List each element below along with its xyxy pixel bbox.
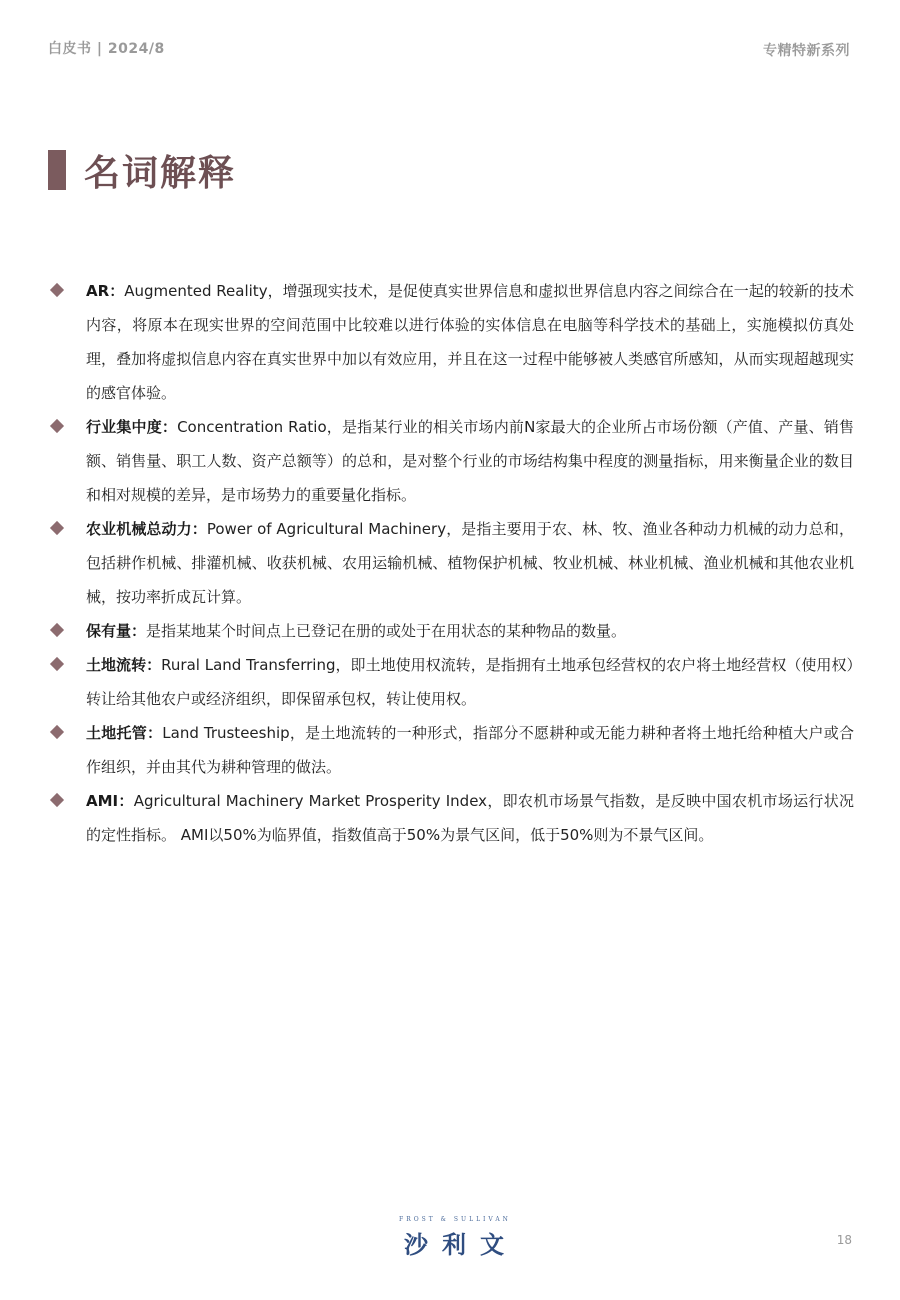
term-definition: Agricultural Machinery Market Prosperity Index，即农机市场景气指数，是反映中国农机市场运行状况的定性指标。 AMI以50%为临界值，指数值高于50%为景气区间，低于50%则为不景气区间。 bbox=[86, 792, 854, 844]
glossary-item bbox=[48, 784, 854, 852]
header-series-name: 专精特新系列 bbox=[763, 43, 850, 59]
term-name: 土地托管： bbox=[86, 724, 163, 742]
term-definition: 是指某地某个时间点上已登记在册的或处于在用状态的某种物品的数量。 bbox=[146, 622, 627, 640]
term-name: 土地流转： bbox=[86, 656, 162, 674]
glossary-item bbox=[48, 512, 854, 614]
term-definition: Land Trusteeship，是土地流转的一种形式，指部分不愿耕种或无能力耕种者将土地托给种植大户或合作组织，并由其代为耕种管理的做法。 bbox=[86, 724, 854, 776]
glossary-list bbox=[48, 274, 854, 852]
header-doc-type-date: 白皮书 | 2024/8 bbox=[48, 41, 165, 57]
term-definition: Augmented Reality，增强现实技术，是促使真实世界信息和虚拟世界信息内容之间综合在一起的较新的技术内容，将原本在现实世界的空间范围中比较难以进行体验的实体信息在电脑等科学技术的基础上，实施模拟仿真处理，叠加将虚拟信息内容在真实世界中加以有效应用，并且在这一过程中能够被人类感官所感知，从而实现超越现实的感官体验。 bbox=[86, 282, 854, 402]
diamond-bullet-icon bbox=[50, 283, 64, 297]
diamond-bullet-icon bbox=[50, 521, 64, 535]
term-definition: Rural Land Transferring，即土地使用权流转，是指拥有土地承包经营权的农户将土地经营权（使用权）转让给其他农户或经济组织，即保留承包权，转让使用权。 bbox=[86, 656, 854, 708]
page-title: 名词解释 bbox=[84, 152, 237, 194]
term-name: AMI： bbox=[86, 792, 134, 810]
logo-english-text: FROST & SULLIVAN bbox=[399, 1216, 511, 1223]
title-accent-bar bbox=[48, 150, 66, 190]
glossary-item bbox=[48, 648, 854, 716]
diamond-bullet-icon bbox=[50, 419, 64, 433]
term-name: 农业机械总动力： bbox=[86, 520, 207, 538]
glossary-item bbox=[48, 614, 854, 648]
frost-sullivan-logo bbox=[380, 1216, 530, 1260]
term-name: 保有量： bbox=[86, 622, 147, 640]
diamond-bullet-icon bbox=[50, 725, 64, 739]
glossary-item bbox=[48, 716, 854, 784]
term-name: AR： bbox=[86, 282, 125, 300]
glossary-item bbox=[48, 410, 854, 512]
diamond-bullet-icon bbox=[50, 657, 64, 671]
diamond-bullet-icon bbox=[50, 793, 64, 807]
section-heading bbox=[48, 148, 236, 192]
logo-chinese-text: 沙利文 bbox=[404, 1231, 518, 1259]
diamond-bullet-icon bbox=[50, 623, 64, 637]
glossary-item bbox=[48, 274, 854, 410]
page-number: 18 bbox=[836, 1233, 852, 1247]
term-name: 行业集中度： bbox=[86, 418, 178, 436]
term-definition: Concentration Ratio，是指某行业的相关市场内前N家最大的企业所占市场份额（产值、产量、销售额、销售量、职工人数、资产总额等）的总和，是对整个行业的市场结构集中程度的测量指标，用来衡量企业的数目和相对规模的差异，是市场势力的重要量化指标。 bbox=[86, 418, 854, 504]
term-definition: Power of Agricultural Machinery，是指主要用于农、林、牧、渔业各种动力机械的动力总和，包括耕作机械、排灌机械、收获机械、农用运输机械、植物保护机械、牧业机械、林业机械、渔业机械和其他农业机械，按功率折成瓦计算。 bbox=[86, 520, 854, 606]
